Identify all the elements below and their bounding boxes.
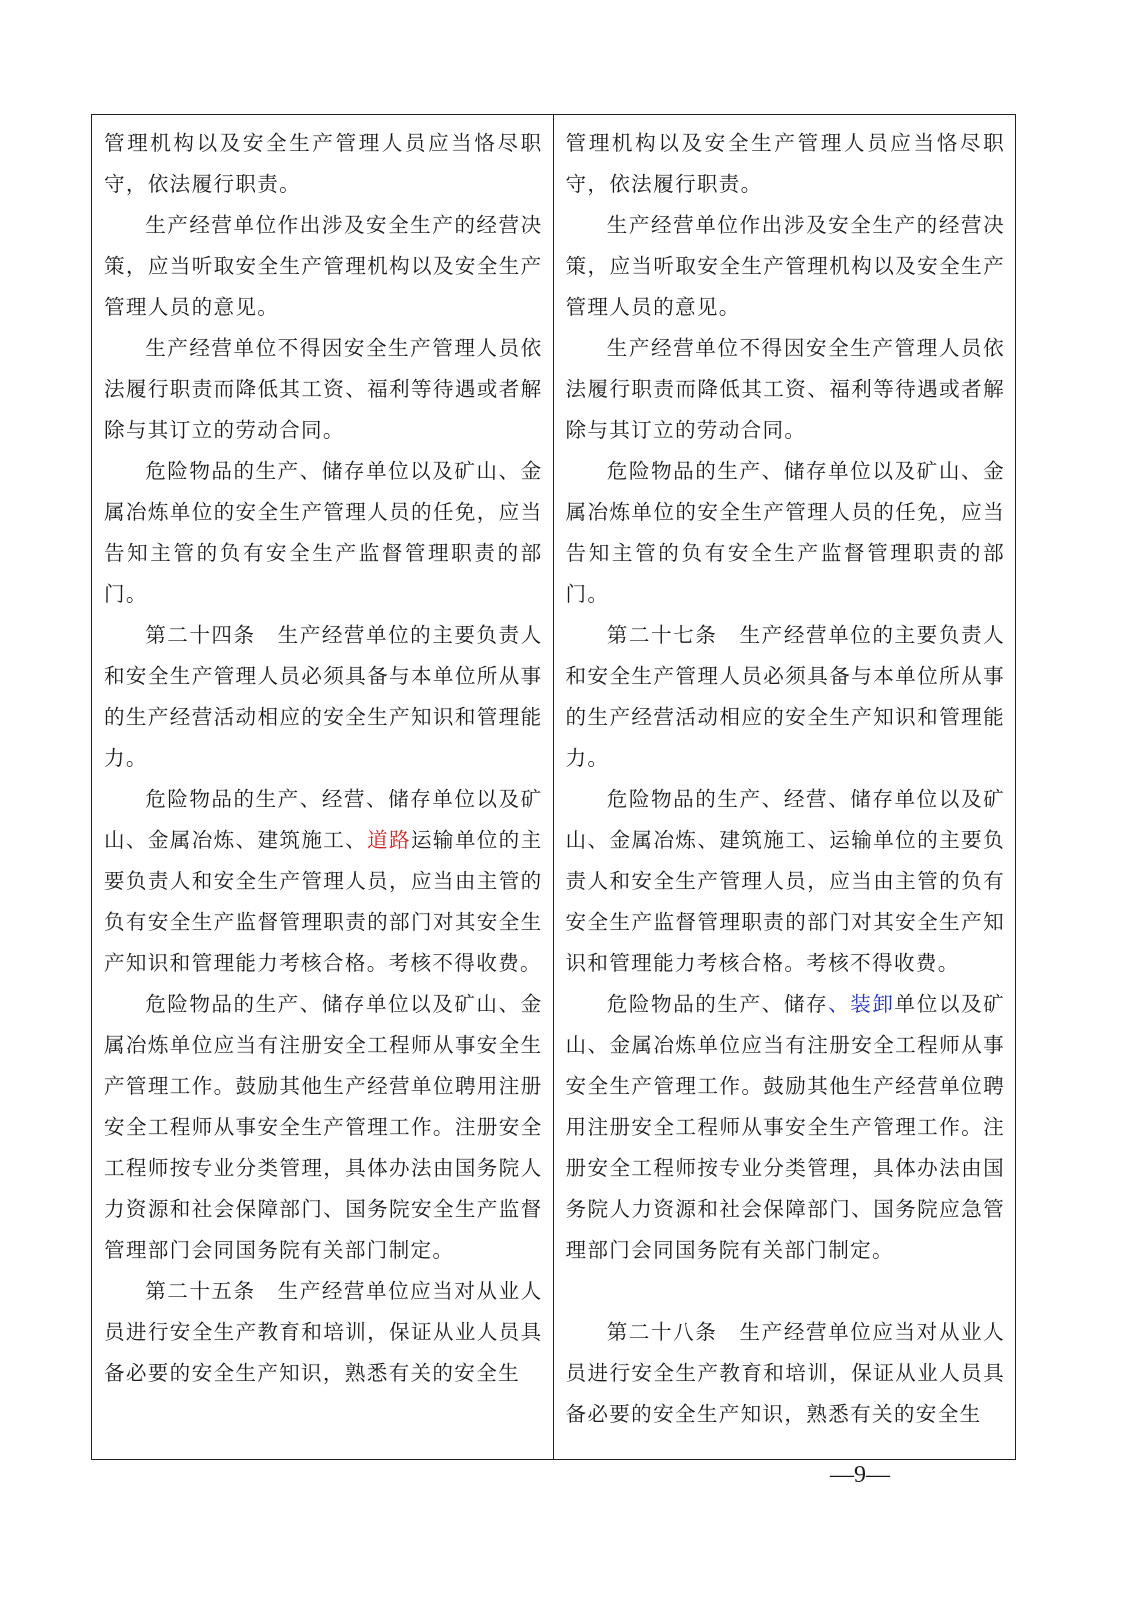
page-number: —9— <box>830 1462 890 1488</box>
comparison-table <box>91 114 1016 1460</box>
left-paragraph-6 <box>104 779 543 984</box>
right-paragraph-2: 生产经营单位作出涉及安全生产的经营决策，应当听取安全生产管理机构以及安全生产管理人员的意见。 <box>565 213 1005 319</box>
left-paragraph-1: 管理机构以及安全生产管理人员应当恪尽职守，依法履行职责。 <box>104 131 543 196</box>
right-paragraph-4: 危险物品的生产、储存单位以及矿山、金属冶炼单位的安全生产管理人员的任免，应当告知主管的负有安全生产监督管理职责的部门。 <box>565 459 1005 606</box>
left-article-24: 第二十四条 生产经营单位的主要负责人和安全生产管理人员必须具备与本单位所从事的生产经营活动相应的安全生产知识和管理能力。 <box>104 623 543 770</box>
right-paragraph-3: 生产经营单位不得因安全生产管理人员依法履行职责而降低其工资、福利等待遇或者解除与其订立的劳动合同。 <box>565 336 1005 442</box>
right-paragraph-6: 危险物品的生产、经营、储存单位以及矿山、金属冶炼、建筑施工、运输单位的主要负责人和安全生产管理人员，应当由主管的负有安全生产监督管理职责的部门对其安全生产知识和管理能力考核合格。考核不得收费。 <box>565 787 1005 975</box>
left-paragraph-4: 危险物品的生产、储存单位以及矿山、金属冶炼单位的安全生产管理人员的任免，应当告知主管的负有安全生产监督管理职责的部门。 <box>104 459 543 606</box>
left-p6-text-after: 运输单位的主要负责人和安全生产管理人员，应当由主管的负有安全生产监督管理职责的部门对其安全生产知识和管理能力考核合格。考核不得收费。 <box>104 828 543 975</box>
left-paragraph-2: 生产经营单位作出涉及安全生产的经营决策，应当听取安全生产管理机构以及安全生产管理人员的意见。 <box>104 213 543 319</box>
right-article-27: 第二十七条 生产经营单位的主要负责人和安全生产管理人员必须具备与本单位所从事的生产经营活动相应的安全生产知识和管理能力。 <box>565 623 1005 770</box>
right-paragraph-7 <box>566 984 1006 1271</box>
left-paragraph-3: 生产经营单位不得因安全生产管理人员依法履行职责而降低其工资、福利等待遇或者解除与其订立的劳动合同。 <box>104 336 543 442</box>
left-p6-text-before: 危险物品的生产、经营、储存单位以及矿山、金属冶炼、建筑施工、 <box>104 787 543 852</box>
right-p7-text-before: 危险物品的生产、储存 <box>606 992 829 1016</box>
blank-line-spacer <box>566 1271 1006 1312</box>
added-text-highlight: 、装卸 <box>828 992 895 1016</box>
right-paragraph-1: 管理机构以及安全生产管理人员应当恪尽职守，依法履行职责。 <box>565 131 1005 196</box>
right-column-revised <box>554 115 1016 1459</box>
left-paragraph-7: 危险物品的生产、储存单位以及矿山、金属冶炼单位应当有注册安全工程师从事安全生产管理工作。鼓励其他生产经营单位聘用注册安全工程师从事安全生产管理工作。注册安全工程师按专业分类管理，具体办法由国务院人力资源和社会保障部门、国务院安全生产监督管理部门会同国务院有关部门制定。 <box>104 992 543 1262</box>
left-article-25: 第二十五条 生产经营单位应当对从业人员进行安全生产教育和培训，保证从业人员具备必要的安全生产知识，熟悉有关的安全生 <box>104 1279 543 1385</box>
right-p7-text-after: 单位以及矿山、金属冶炼单位应当有注册安全工程师从事安全生产管理工作。鼓励其他生产经营单位聘用注册安全工程师从事安全生产管理工作。注册安全工程师按专业分类管理，具体办法由国务院人力资源和社会保障部门、国务院应急管理部门会同国务院有关部门制定。 <box>565 992 1006 1262</box>
right-article-28: 第二十八条 生产经营单位应当对从业人员进行安全生产教育和培训，保证从业人员具备必要的安全生产知识，熟悉有关的安全生 <box>565 1320 1005 1426</box>
left-column-original <box>92 115 554 1459</box>
deleted-text-highlight: 道路 <box>367 828 411 852</box>
